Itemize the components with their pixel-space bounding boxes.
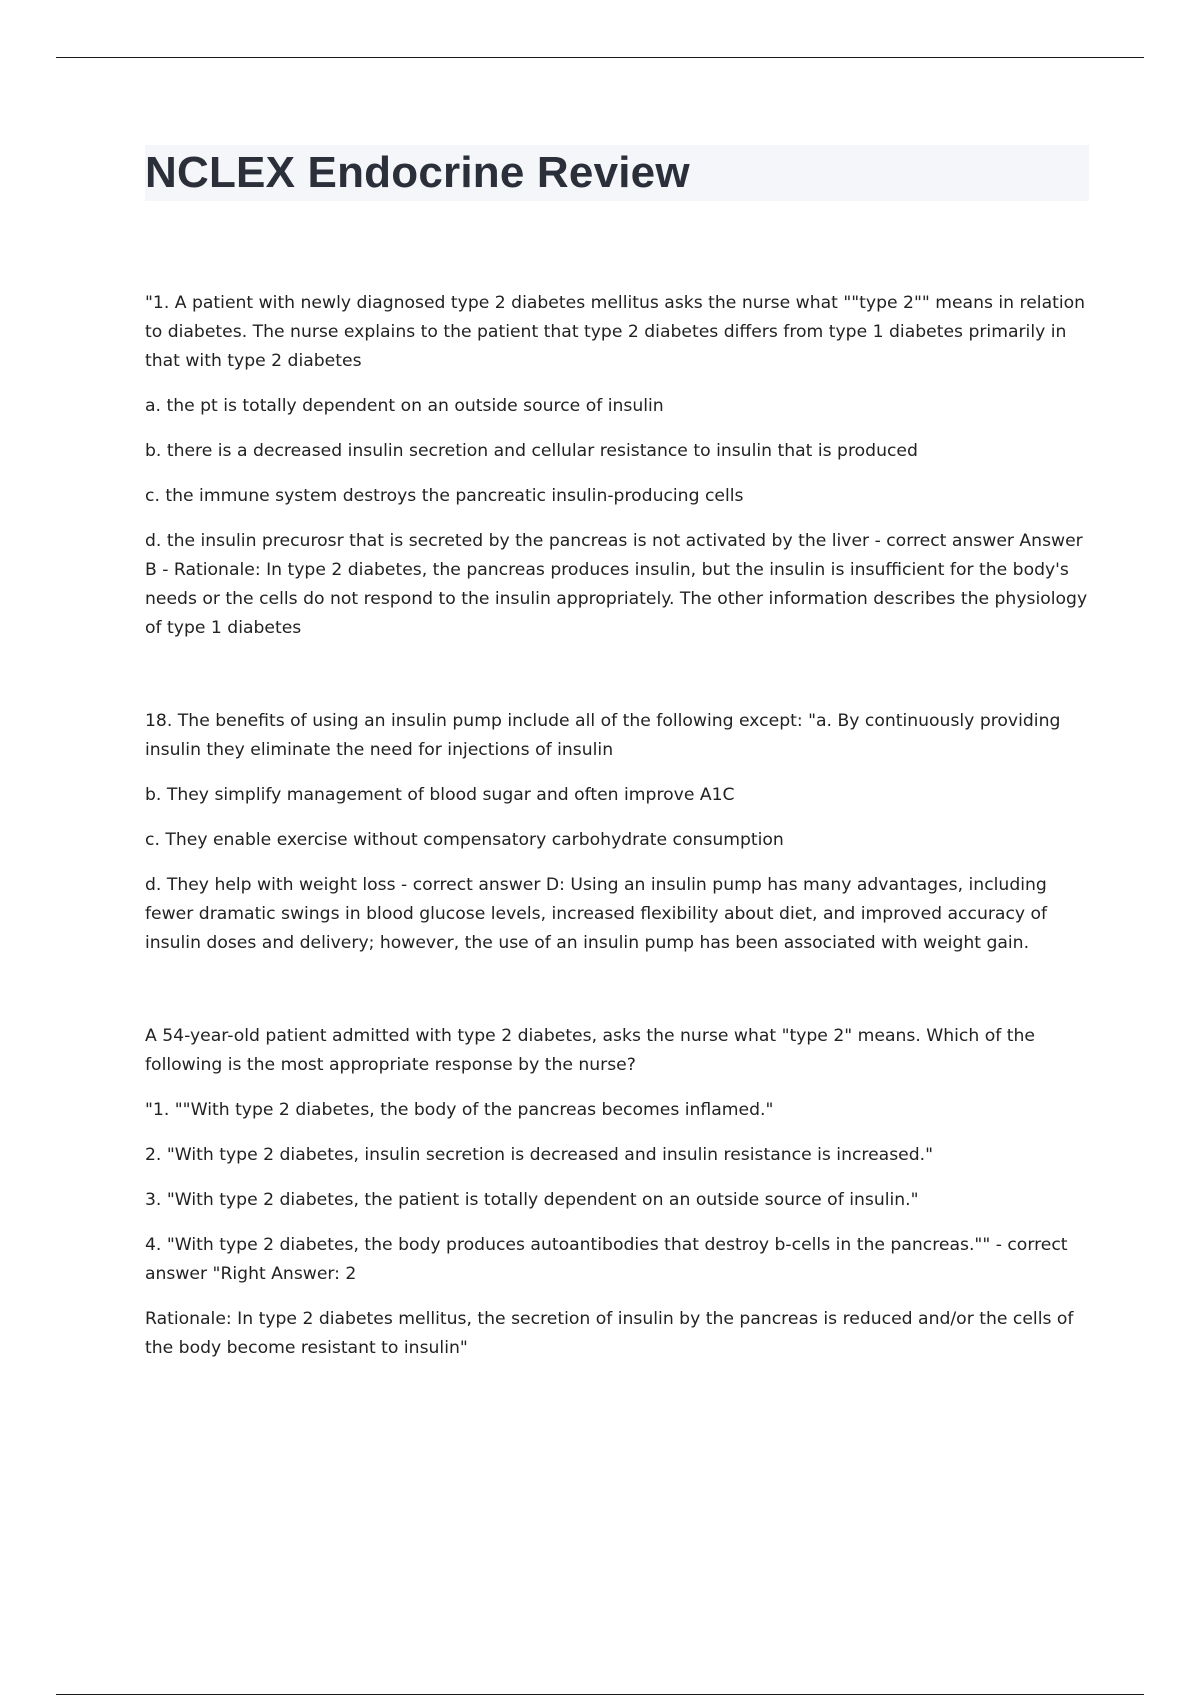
top-rule [56, 57, 1144, 58]
question-block-3 [145, 1022, 1090, 1363]
question-stem: A 54-year-old patient admitted with type 2 diabetes, asks the nurse what "type 2" means. Which of the following is the most appropriate response by the nurse? [145, 1026, 1035, 1075]
answer-option: b. They simplify management of blood sugar and often improve A1C [145, 785, 735, 805]
question-stem: "1. A patient with newly diagnosed type 2 diabetes mellitus asks the nurse what ""type 2"" means in relation to diabetes. The nurse explains to the patient that type 2 diabetes differs from type 1 diabetes primarily in that with type 2 diabetes [145, 293, 1086, 371]
rationale: Rationale: In type 2 diabetes mellitus, the secretion of insulin by the pancreas is reduced and/or the cells of the body become resistant to insulin" [145, 1309, 1074, 1358]
document-body [145, 289, 1090, 1363]
answer-option: 2. "With type 2 diabetes, insulin secretion is decreased and insulin resistance is increased." [145, 1145, 934, 1165]
answer-option-with-rationale: d. the insulin precurosr that is secreted by the pancreas is not activated by the liver - correct answer Answer B - Rationale: In type 2 diabetes, the pancreas produces insulin, but the insulin is insufficient for the body's needs or the cells do not respond to the insulin appropriately. The other information describes the physiology of type 1 diabetes [145, 531, 1088, 638]
question-block-1 [145, 289, 1090, 643]
answer-option: c. the immune system destroys the pancreatic insulin-producing cells [145, 486, 744, 506]
question-stem: 18. The benefits of using an insulin pump include all of the following except: "a. By continuously providing insulin they eliminate the need for injections of insulin [145, 711, 1061, 760]
answer-option: c. They enable exercise without compensatory carbohydrate consumption [145, 830, 784, 850]
answer-option: "1. ""With type 2 diabetes, the body of the pancreas becomes inflamed." [145, 1100, 774, 1120]
answer-option-with-rationale: d. They help with weight loss - correct answer D: Using an insulin pump has many advantages, including fewer dramatic swings in blood glucose levels, increased flexibility about diet, and improved accuracy of insulin doses and delivery; however, the use of an insulin pump has been associated with weight gain. [145, 875, 1048, 953]
bottom-rule [56, 1694, 1144, 1695]
answer-option: a. the pt is totally dependent on an outside source of insulin [145, 396, 664, 416]
question-block-2 [145, 707, 1090, 958]
answer-option-with-answer: 4. "With type 2 diabetes, the body produces autoantibodies that destroy b-cells in the pancreas."" - correct answer "Right Answer: 2 [145, 1235, 1068, 1284]
document-title: NCLEX Endocrine Review [145, 148, 690, 197]
answer-option: b. there is a decreased insulin secretion and cellular resistance to insulin that is produced [145, 441, 918, 461]
answer-option: 3. "With type 2 diabetes, the patient is totally dependent on an outside source of insulin." [145, 1190, 919, 1210]
